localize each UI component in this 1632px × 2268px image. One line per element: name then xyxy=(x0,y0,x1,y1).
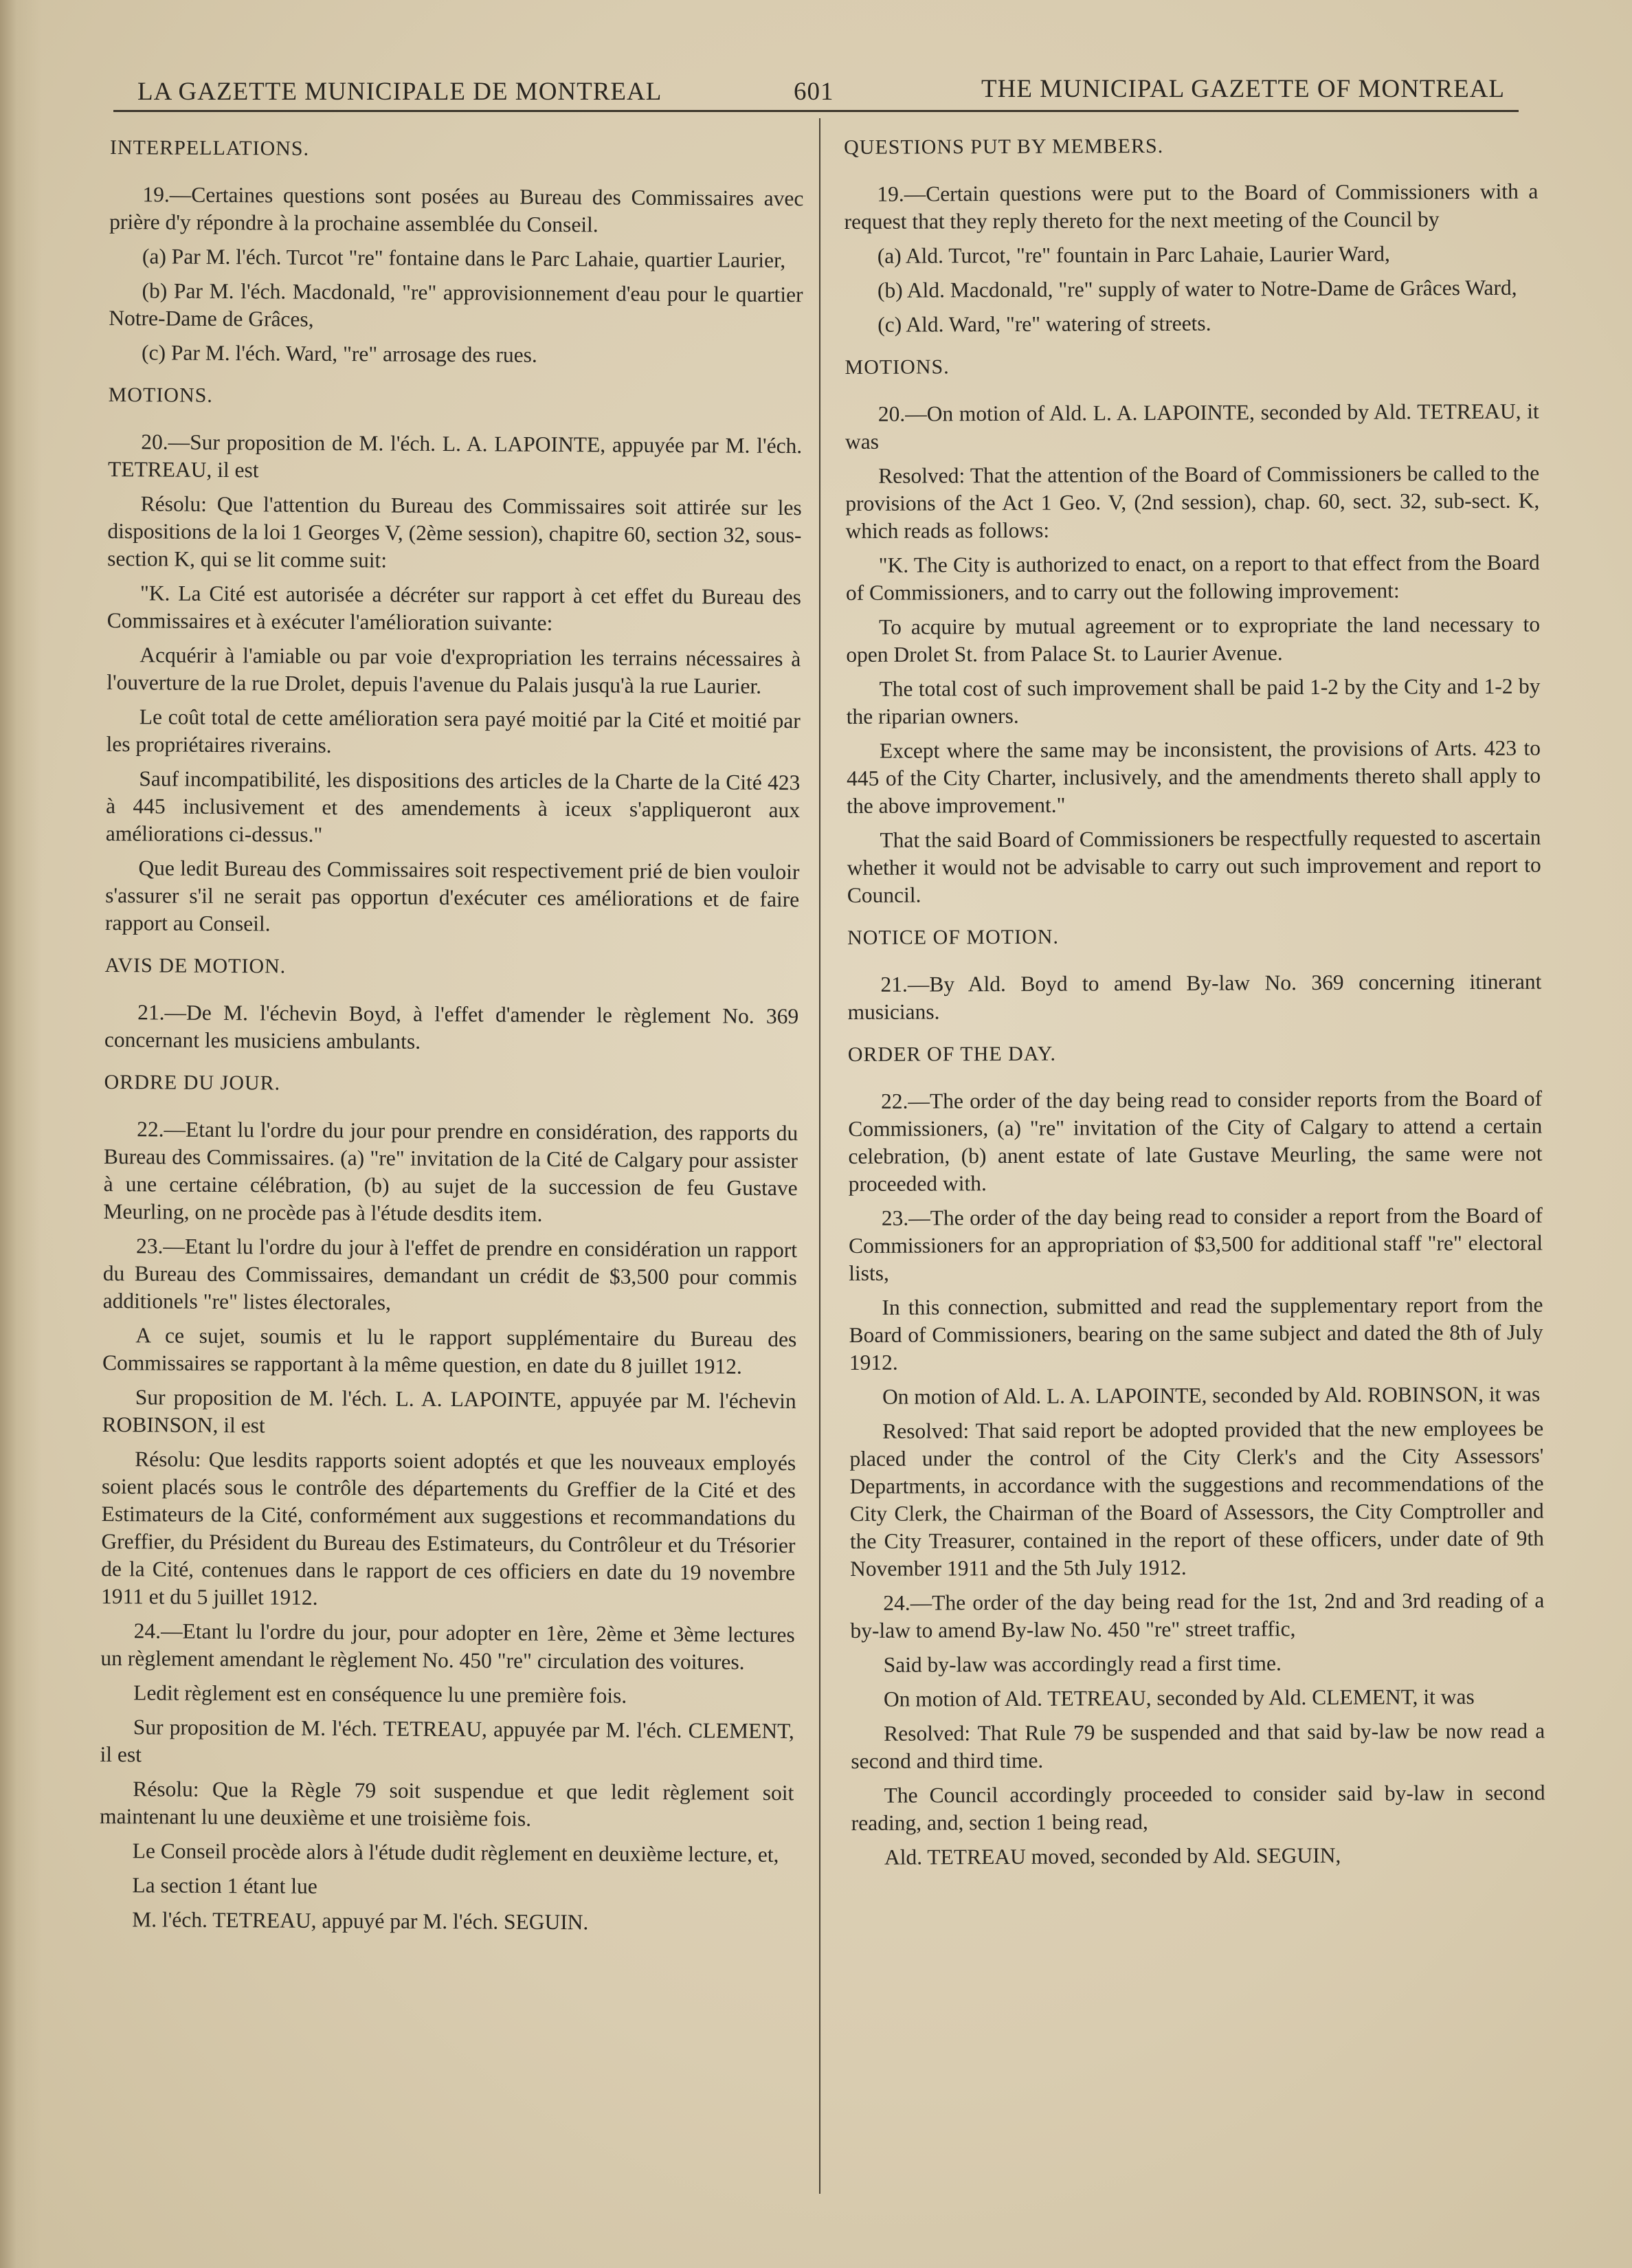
paragraph: 24.—Etant lu l'ordre du jour, pour adopter en 1ère, 2ème et 3ème lectures un règlement amendant le règlement No. 450 "re" circulation des voitures. xyxy=(100,1619,795,1674)
paragraph: Résolu: Que la Règle 79 soit suspendue et que ledit règlement soit maintenant lu une deuxième et une troisième fois. xyxy=(99,1777,794,1831)
paragraph: "K. The City is authorized to enact, on a report to that effect from the Board of Commissioners, and to carry out the following improvement: xyxy=(845,550,1540,605)
section-heading-motions: MOTIONS. xyxy=(108,383,213,407)
paragraph: 24.—The order of the day being read for the 1st, 2nd and 3rd reading of a by-law to amend By-law No. 450 "re" street traffic, xyxy=(850,1588,1545,1643)
paragraph: Sauf incompatibilité, les dispositions des articles de la Charte de la Cité 423 à 445 inclusivement et des amendements à iceux s'appliqueront aux améliorations ci-dessus." xyxy=(105,766,801,847)
column-divider xyxy=(819,118,820,2194)
paragraph: Ald. TETREAU moved, seconded by Ald. SEGUIN, xyxy=(884,1843,1341,1869)
paragraph: Sur proposition de M. l'éch. L. A. LAPOINTE, appuyée par M. l'échevin ROBINSON, il est xyxy=(102,1385,796,1438)
paragraph: Resolved: That Rule 79 be suspended and that said by-law be now read a second and third time. xyxy=(851,1718,1545,1773)
paragraph: La section 1 étant lue xyxy=(132,1873,317,1898)
paragraph: Sur proposition de M. l'éch. TETREAU, appuyée par M. l'éch. CLEMENT, il est xyxy=(100,1715,794,1767)
paragraph: 21.—By Ald. Boyd to amend By-law No. 369 concerning itinerant musicians. xyxy=(847,969,1542,1024)
paragraph: 21.—De M. l'échevin Boyd, à l'effet d'amender le règlement No. 369 concernant les musiciens ambulants. xyxy=(104,1000,799,1054)
paragraph: (b) Ald. Macdonald, "re" supply of water to Notre-Dame de Grâces Ward, xyxy=(877,275,1517,302)
paragraph: 19.—Certain questions were put to the Board of Commissioners with a request that they reply thereto for the next meeting of the Council by xyxy=(844,179,1539,234)
paragraph: Acquérir à l'amiable ou par voie d'expropriation les terrains nécessaires à l'ouverture de la rue Drolet, depuis l'avenue du Palais jusqu'à la rue Laurier. xyxy=(107,643,801,698)
section-heading-motions: MOTIONS. xyxy=(845,355,950,379)
paragraph: Ledit règlement est en conséquence lu une première fois. xyxy=(133,1680,627,1708)
paragraph: 20.—Sur proposition de M. l'éch. L. A. LAPOINTE, appuyée par M. l'éch. TETREAU, il est xyxy=(107,430,803,482)
paragraph: To acquire by mutual agreement or to expropriate the land necessary to open Drolet St. from Palace St. to Laurier Avenue. xyxy=(846,612,1541,667)
paragraph: 22.—Etant lu l'ordre du jour pour prendre en considération, des rapports du Bureau des Commissaires. (a) "re" invitation de la Cité de Calgary pour assister à une certaine célébration, (b) au sujet de la succession de feu Gustave Meurling, on ne procède pas à l'étude desdits item. xyxy=(103,1117,798,1226)
paragraph: That the said Board of Commissioners be respectfully requested to ascertain whether it would not be advisable to carry out such improvement and report to Council. xyxy=(847,825,1541,907)
page-number: 601 xyxy=(794,78,834,106)
header-english-title: THE MUNICIPAL GAZETTE OF MONTREAL xyxy=(981,75,1505,103)
paragraph: 20.—On motion of Ald. L. A. LAPOINTE, seconded by Ald. TETREAU, it was xyxy=(845,399,1539,454)
paragraph: (a) Ald. Turcot, "re" fountain in Parc Lahaie, Laurier Ward, xyxy=(877,241,1390,268)
section-heading-questions: QUESTIONS PUT BY MEMBERS. xyxy=(844,134,1164,159)
paragraph: 19.—Certaines questions sont posées au Bureau des Commissaires avec prière d'y répondre à la prochaine assemblée du Conseil. xyxy=(109,182,804,237)
paragraph: Said by-law was accordingly read a first time. xyxy=(883,1651,1282,1677)
paragraph: Resolved: That the attention of the Board of Commissioners be called to the provisions of the Act 1 Geo. V, (2nd session), chap. 60, sect. 32, sub-sect. K, which reads as follows: xyxy=(845,460,1540,543)
paragraph: (a) Par M. l'éch. Turcot "re" fontaine dans le Parc Lahaie, quartier Laurier, xyxy=(142,244,786,273)
header-rule xyxy=(113,110,1519,112)
paragraph: Le coût total de cette amélioration sera payé moitié par la Cité et moitié par les propriétaires riverains. xyxy=(106,704,801,757)
paragraph: Resolved: That said report be adopted provided that the new employees be placed under the control of the City Clerk's and the City Assessors' Departments, in accordance with the suggestions and recommendations of the City Clerk, the Chairman of the Board of Assessors, the City Comptroller and the City Treasurer, contained in the report of these officers, under date of 9th November 1911 and the 5th July 1912. xyxy=(849,1416,1545,1581)
header-french-title: LA GAZETTE MUNICIPALE DE MONTREAL xyxy=(137,78,662,106)
section-heading-order: ORDER OF THE DAY. xyxy=(847,1042,1057,1066)
paragraph: "K. La Cité est autorisée a décréter sur rapport à cet effet du Bureau des Commissaires et à exécuter l'amélioration suivante: xyxy=(107,581,802,635)
paragraph: 23.—Etant lu l'ordre du jour à l'effet de prendre en considération un rapport du Bureau des Commissaires, demandant un crédit de $3,500 pour commis additionels "re" listes électorales, xyxy=(102,1234,798,1315)
paragraph: Résolu: Que lesdits rapports soient adoptés et que les nouveaux employés soient placés sous le contrôle des départements du Greffier de la Cité et des Estimateurs de la Cité, conformément aux suggestions et recommandations du Greffier, du Président du Bureau des Estimateurs, du Contrôleur et du Trésorier de la Cité, contenues dans le rapport de ces officiers en date du 19 novembre 1911 et du 5 juillet 1912. xyxy=(100,1447,796,1610)
paragraph: Que ledit Bureau des Commissaires soit respectivement prié de bien vouloir s'assurer s'il ne serait pas opportun d'exécuter ces améliorations et de faire rapport au Conseil. xyxy=(104,856,800,936)
section-heading-interpellations: INTERPELLATIONS. xyxy=(109,135,310,160)
paragraph: Le Conseil procède alors à l'étude dudit règlement en deuxième lecture, et, xyxy=(132,1838,779,1867)
paragraph: The total cost of such improvement shall be paid 1-2 by the City and 1-2 by the riparian owners. xyxy=(846,674,1541,729)
paragraph: (b) Par M. l'éch. Macdonald, "re" approvisionnement d'eau pour le quartier Notre-Dame de Grâces, xyxy=(109,278,803,331)
paragraph: Résolu: Que l'attention du Bureau des Commissaires soit attirée sur les dispositions de la loi 1 Georges V, (2ème session), chapitre 60, section 32, sous-section K, qui se lit comme suit: xyxy=(107,491,802,572)
paragraph: A ce sujet, soumis et lu le rapport supplémentaire du Bureau des Commissaires se rapportant à la même question, en date du 8 juillet 1912. xyxy=(102,1323,797,1379)
paragraph: 22.—The order of the day being read to consider reports from the Board of Commissioners, (a) "re" invitation of the City of Calgary to attend a certain celebration, (b) anent estate of late Gustave Meurling, the same were not proceeded with. xyxy=(848,1086,1543,1196)
paragraph: 23.—The order of the day being read to consider a report from the Board of Commissioners for an appropriation of $3,500 for additional staff "re" electoral lists, xyxy=(848,1203,1543,1285)
paragraph: (c) Ald. Ward, "re" watering of streets. xyxy=(878,311,1211,337)
paragraph: (c) Par M. l'éch. Ward, "re" arrosage des rues. xyxy=(141,340,537,367)
binding-edge-shadow xyxy=(0,0,41,2268)
running-head xyxy=(117,69,1512,110)
section-heading-notice: NOTICE OF MOTION. xyxy=(847,925,1060,949)
french-column xyxy=(99,134,804,1944)
english-column xyxy=(844,131,1545,1878)
paragraph: On motion of Ald. L. A. LAPOINTE, seconded by Ald. ROBINSON, it was xyxy=(882,1381,1541,1409)
paragraph: On motion of Ald. TETREAU, seconded by Ald. CLEMENT, it was xyxy=(883,1685,1475,1711)
paragraph: The Council accordingly proceeded to consider said by-law in second reading, and, section 1 being read, xyxy=(851,1780,1545,1835)
paragraph: In this connection, submitted and read the supplementary report from the Board of Commissioners, bearing on the same subject and dated the 8th of July 1912. xyxy=(849,1292,1543,1375)
section-heading-order: ORDRE DU JOUR. xyxy=(104,1070,281,1095)
paragraph: M. l'éch. TETREAU, appuyé par M. l'éch. SEGUIN. xyxy=(132,1907,589,1935)
section-heading-notice: AVIS DE MOTION. xyxy=(104,953,287,978)
paragraph: Except where the same may be inconsistent, the provisions of Arts. 423 to 445 of the City Charter, inclusively, and the amendments thereto shall apply to the above improvement." xyxy=(847,735,1541,818)
